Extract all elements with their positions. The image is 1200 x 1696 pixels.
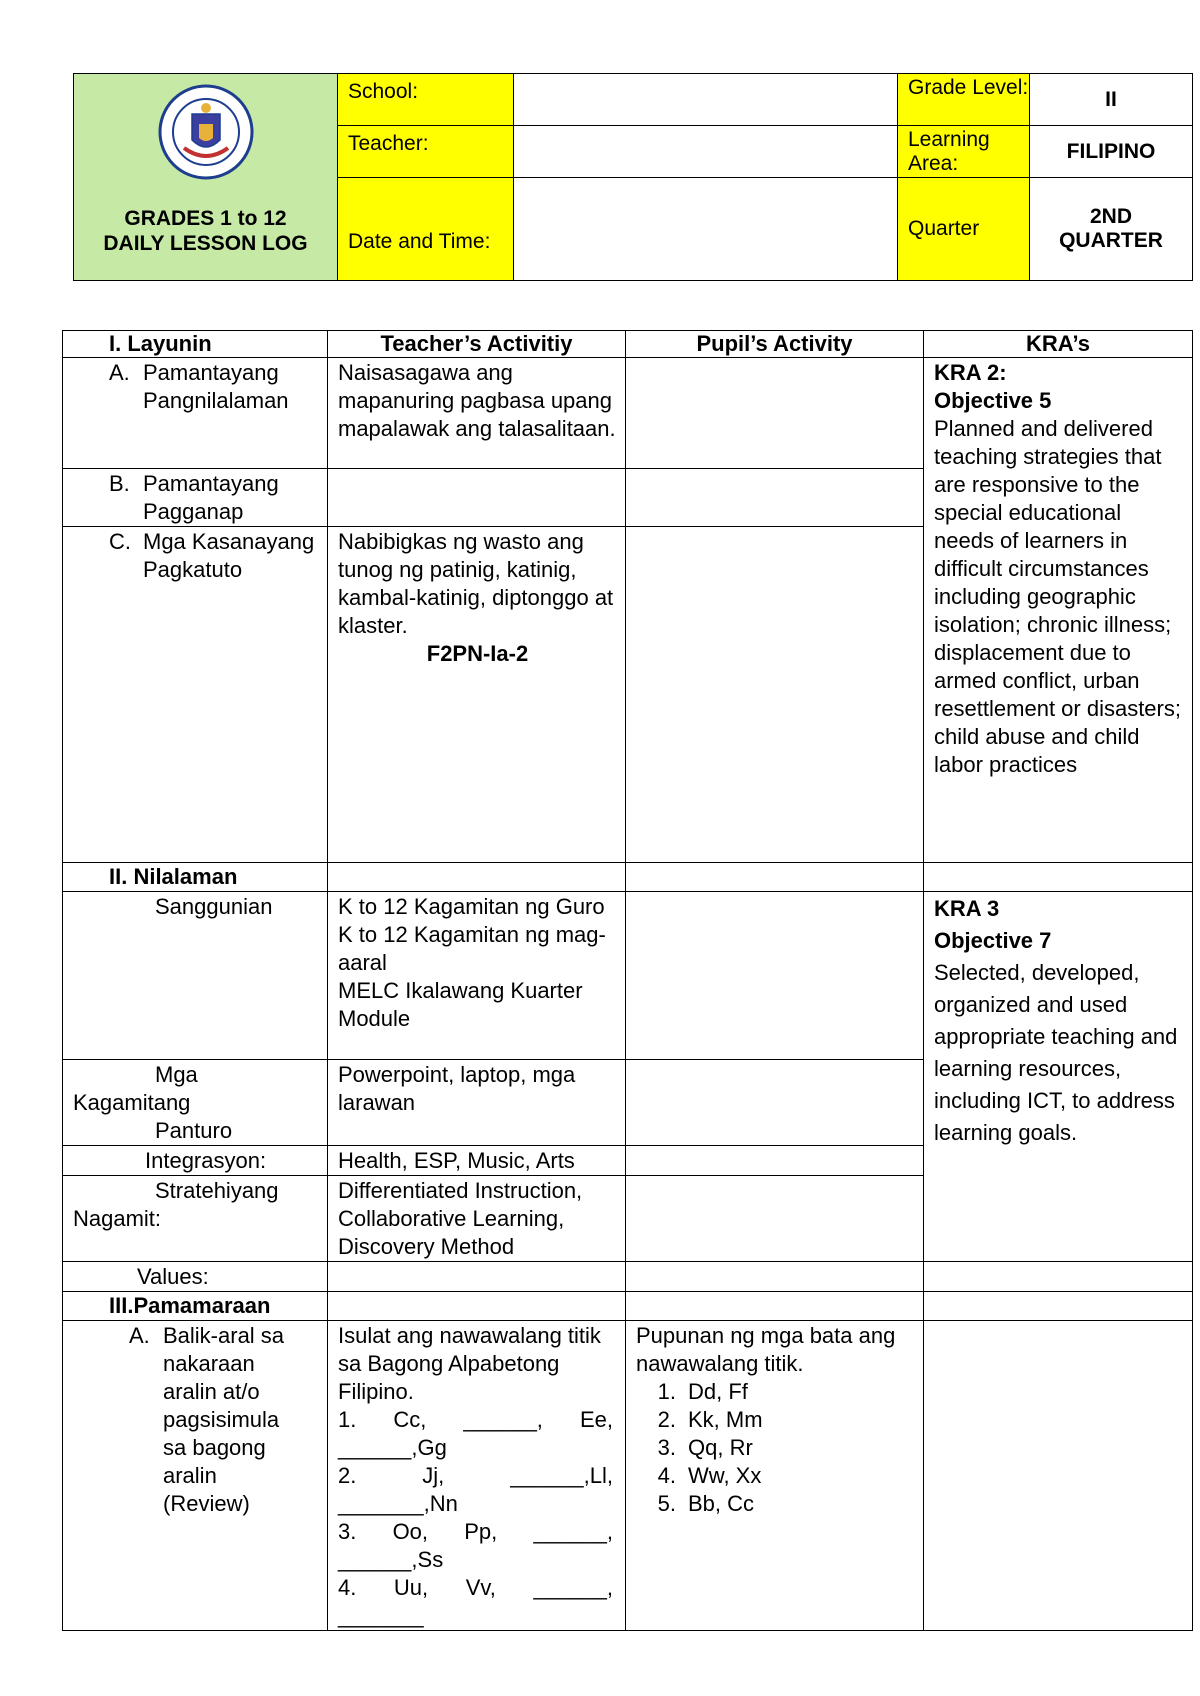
item-number: 5. [657,1491,676,1516]
integrasyon-cell[interactable]: Health, ESP, Music, Arts [328,1146,626,1176]
empty-cell [328,863,626,892]
pupil-cell-stratehiya[interactable] [626,1176,924,1262]
pupil-instruction: Pupunan ng mga bata ang nawawalang titik. [636,1323,896,1376]
item-text: Jj, [422,1463,445,1488]
item-text: Vv, [465,1575,496,1600]
item-number: 3. [338,1519,357,1544]
date-time-label: Date and Time: [338,178,514,281]
balik-aral-kra-cell[interactable] [924,1321,1193,1631]
list-item [636,1462,915,1490]
table-row [63,1292,1193,1321]
learning-area-value[interactable]: FILIPINO [1030,126,1193,178]
table-row [63,1321,1193,1631]
row-label-c [63,527,328,863]
stratehiya-label-line: Nagamit: [73,1206,162,1231]
list-item [636,1434,915,1462]
sanggunian-label: Sanggunian [63,892,328,1060]
item-text: Oo, [392,1519,429,1544]
item-blank: ______,Ss [338,1547,444,1572]
quarter-value[interactable]: 2ND QUARTER [1030,178,1193,281]
item-number: 1. [657,1379,676,1404]
stratehiya-cell[interactable]: Differentiated Instruction, Collaborative Learning, Discovery Method [328,1176,626,1262]
kra2-cell [924,358,1193,863]
empty-cell [626,1292,924,1321]
item-text: Ww, Xx [688,1463,762,1488]
item-blank: ______,Gg [338,1435,447,1460]
blank-item-2 [338,1462,617,1518]
teacher-field[interactable] [514,126,898,178]
empty-cell [924,1292,1193,1321]
col-header-teacher: Teacher’s Activitiy [328,331,626,358]
item-number: 2. [657,1407,676,1432]
row-letter: A. [129,1323,150,1348]
blank-item-1 [338,1406,617,1462]
pupil-answer-list [636,1378,915,1518]
balik-aral-pupil-cell[interactable] [626,1321,924,1631]
pupil-cell-sanggunian[interactable] [626,892,924,1060]
sanggunian-item: MELC Ikalawang Kuarter Module [338,978,583,1031]
row-label-text: Pamantayang Pangnilalaman [143,360,289,413]
kra2-title: KRA 2: [934,360,1007,385]
stratehiya-label [63,1176,328,1262]
list-item [636,1490,915,1518]
item-number: 4. [657,1463,676,1488]
row-letter: B. [109,471,130,496]
empty-cell [924,863,1193,892]
grade-level-value[interactable]: II [1030,74,1193,126]
pupil-cell-b[interactable] [626,469,924,527]
table-row [63,1262,1193,1292]
pupil-cell-kagamitan[interactable] [626,1060,924,1146]
section-pamamaraan: III.Pamamaraan [63,1292,328,1321]
row-label-text: Mga Kasanayang Pagkatuto [143,529,315,582]
logo-title-line2: DAILY LESSON LOG [103,232,308,255]
logo-cell [74,74,338,281]
values-label: Values: [63,1262,328,1292]
col-header-kra: KRA’s [924,331,1193,358]
blank-item-4 [338,1574,617,1630]
item-blank: _______,Nn [338,1491,458,1516]
empty-cell [626,863,924,892]
item-text: Pp, [464,1519,498,1544]
item-number: 3. [657,1435,676,1460]
kagamitan-cell[interactable]: Powerpoint, laptop, mga larawan [328,1060,626,1146]
item-blank: ______, [533,1519,613,1544]
balik-aral-instruction: Isulat ang nawawalang titik sa Bagong Alpabetong Filipino. [338,1323,601,1404]
item-blank: ______,Ll, [510,1463,613,1488]
logo-title-line1: GRADES 1 to 12 [124,207,287,230]
item-text: Kk, Mm [688,1407,763,1432]
integrasyon-label: Integrasyon: [63,1146,328,1176]
values-cell[interactable] [328,1262,626,1292]
sanggunian-item: K to 12 Kagamitan ng Guro [338,894,605,919]
table-row [63,863,1193,892]
kra2-objective: Objective 5 [934,388,1052,413]
item-number: 2. [338,1463,357,1488]
kra3-cell [924,892,1193,1262]
row-letter: C. [109,529,131,554]
item-text: Qq, Rr [688,1435,753,1460]
learning-area-label: Learning Area: [898,126,1030,178]
pupil-cell-values[interactable] [626,1262,924,1292]
row-label-text: Balik-aral sa nakaraan aralin at/o pagsisimula sa bagong aralin (Review) [163,1323,285,1516]
sanggunian-cell[interactable] [328,892,626,1060]
col-header-pupil: Pupil’s Activity [626,331,924,358]
table-row [63,892,1193,1060]
item-blank: _______ [338,1603,424,1628]
list-item [636,1406,915,1434]
teacher-cell-c[interactable] [328,527,626,863]
section-nilalaman: II. Nilalaman [63,863,328,892]
col-header-layunin: I. Layunin [63,331,328,358]
deped-seal-icon [158,84,254,180]
kra3-objective: Objective 7 [934,928,1052,953]
kagamitan-label-line: Kagamitang [73,1090,191,1115]
school-field[interactable] [514,74,898,126]
item-text: Bb, Cc [688,1491,755,1516]
item-blank: ______, [463,1407,543,1432]
kagamitan-label-line: Panturo [155,1118,233,1143]
lesson-log-table [62,330,1193,1631]
table-row [63,358,1193,469]
row-label-a [63,358,328,469]
kra3-title: KRA 3 [934,896,1000,921]
blank-item-3 [338,1518,617,1574]
item-blank: ______, [533,1575,613,1600]
competency-code: F2PN-Ia-2 [426,641,529,666]
header-table [73,73,1193,281]
item-text: Dd, Ff [688,1379,748,1404]
row-label-text: Pamantayang Pagganap [143,471,279,524]
school-label: School: [338,74,514,126]
kagamitan-label-line: Mga [155,1062,198,1087]
pupil-cell-a[interactable] [626,358,924,469]
item-text: Ee, [579,1407,613,1432]
pupil-cell-c[interactable] [626,527,924,863]
date-time-field[interactable] [514,178,898,281]
row-label-b [63,469,328,527]
balik-aral-label [63,1321,328,1631]
list-item [636,1378,915,1406]
item-text: Uu, [393,1575,429,1600]
grade-level-label: Grade Level: [898,74,1030,126]
quarter-label: Quarter [898,178,1030,281]
empty-cell [924,1262,1193,1292]
item-text: Cc, [393,1407,427,1432]
teacher-cell-b[interactable] [328,469,626,527]
sanggunian-item: K to 12 Kagamitan ng mag-aaral [338,922,606,975]
table-header-row [63,331,1193,358]
item-number: 1. [338,1407,357,1432]
item-number: 4. [338,1575,357,1600]
teacher-cell-a[interactable]: Naisasagawa ang mapanuring pagbasa upang mapalawak ang talasalitaan. [328,358,626,469]
teacher-label: Teacher: [338,126,514,178]
row-letter: A. [109,360,130,385]
kagamitan-label [63,1060,328,1146]
teacher-c-text: Nabibigkas ng wasto ang tunog ng patinig, katinig, kambal-katinig, diptonggo at klaster. [338,529,614,638]
stratehiya-label-line: Stratehiyang [155,1178,279,1203]
empty-cell [328,1292,626,1321]
pupil-cell-integrasyon[interactable] [626,1146,924,1176]
kra2-text: Planned and delivered teaching strategies that are responsive to the special educational needs of learners in difficult circumstances including geographic isolation; chronic illness; displacement due to armed conflict, urban resettlement or disasters; child abuse and child labor practices [934,416,1181,777]
balik-aral-teacher-cell[interactable] [328,1321,626,1631]
kra3-text: Selected, developed, organized and used appropriate teaching and learning resources, including ICT, to address learning goals. [934,960,1178,1145]
